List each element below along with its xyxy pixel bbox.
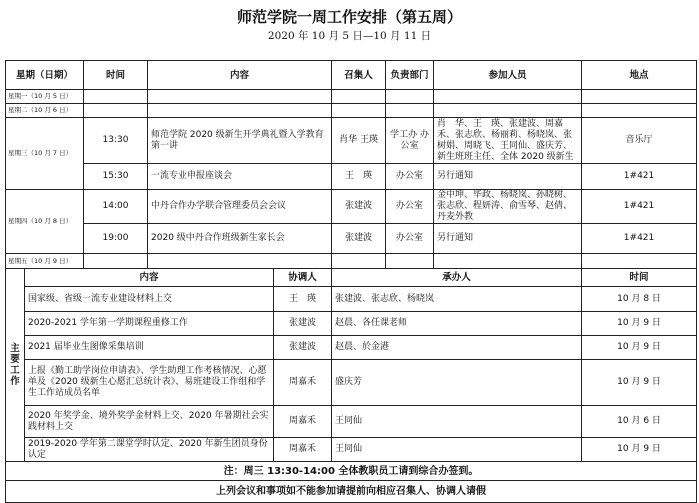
table-row	[6, 118, 697, 164]
work-content: 2020-2021 学年第一学期课程重修工作	[25, 312, 274, 336]
event-content: 中丹合作办学联合管理委员会会议	[148, 190, 332, 224]
event-place: 1#421	[582, 190, 697, 224]
day-row-friday	[6, 254, 697, 269]
event-content: 师范学院 2020 级新生开学典礼暨入学教育第一讲	[148, 118, 332, 164]
schedule-header-row	[6, 61, 697, 90]
day-row-tuesday	[6, 104, 697, 118]
work-coordinator: 张建波	[274, 312, 332, 336]
day-label: 星期五（10 月 9 日）	[6, 254, 84, 269]
event-attendees: 肖 华、王 瑛、张建波、周嘉禾、张志欣、杨丽莉、杨晓岚、张树娟、周晓飞、王同仙、盛庆芳、新生班班主任、全体 2020 级新生	[434, 118, 582, 164]
event-time: 13:30	[84, 118, 148, 164]
table-row	[6, 406, 697, 438]
note-line-1: 注：周三 13:30-14:00 全体教职员工请到综合办签到。	[6, 462, 697, 481]
event-place: 音乐厅	[582, 118, 697, 164]
main-work-header-row	[6, 269, 697, 287]
event-convener: 王 瑛	[332, 164, 386, 190]
event-attendees: 另行通知	[434, 164, 582, 190]
table-row	[6, 438, 697, 462]
work-time: 10 月 6 日	[582, 406, 697, 438]
event-dept: 学工办 办公室	[386, 118, 434, 164]
work-time: 10 月 9 日	[582, 312, 697, 336]
work-content: 国家级、省级一流专业建设材料上交	[25, 287, 274, 312]
work-handler: 王同仙	[332, 406, 582, 438]
work-coordinator: 王 瑛	[274, 287, 332, 312]
table-row	[6, 312, 697, 336]
work-handler: 王同仙	[332, 438, 582, 462]
day-label: 星期一（10 月 5 日）	[6, 90, 84, 104]
header-attendees: 参加人员	[434, 61, 582, 90]
header-dept: 负责部门	[386, 61, 434, 90]
event-place: 1#421	[582, 224, 697, 254]
weekly-schedule-table	[5, 60, 697, 503]
day-row-monday	[6, 90, 697, 104]
work-coordinator: 周嘉禾	[274, 406, 332, 438]
main-work-side-label: 主 要 工 作	[6, 269, 25, 462]
main-header-handler: 承办人	[332, 269, 582, 287]
event-content: 2020 级中丹合作班级新生家长会	[148, 224, 332, 254]
work-handler: 盛庆芳	[332, 360, 582, 406]
table-row	[6, 164, 697, 190]
main-header-content: 内容	[25, 269, 274, 287]
event-convener: 张建波	[332, 224, 386, 254]
day-label: 星期二（10 月 6 日）	[6, 104, 84, 118]
header-time: 时间	[84, 61, 148, 90]
event-dept: 办公室	[386, 190, 434, 224]
event-time: 14:00	[84, 190, 148, 224]
note-line-2: 上列会议和事项如不能参加请提前向相应召集人、协调人请假	[6, 481, 697, 503]
table-row	[6, 287, 697, 312]
work-handler: 赵晨、各任课老师	[332, 312, 582, 336]
work-coordinator: 张建波	[274, 336, 332, 360]
note-row	[6, 481, 697, 503]
page-title: 师范学院一周工作安排（第五周）	[236, 8, 462, 26]
table-row	[6, 336, 697, 360]
work-content: 2019-2020 学年第二课堂学时认定、2020 年新生团员身份认定	[25, 438, 274, 462]
work-coordinator: 周嘉禾	[274, 360, 332, 406]
table-row	[6, 190, 697, 224]
table-row	[6, 360, 697, 406]
main-header-coordinator: 协调人	[274, 269, 332, 287]
main-header-time: 时间	[582, 269, 697, 287]
work-content: 2020 年奖学金、境外奖学金材料上交、2020 年暑期社会实践材料上交	[25, 406, 274, 438]
header-day: 星期（日期）	[6, 61, 84, 90]
work-time: 10 月 9 日	[582, 360, 697, 406]
day-label: 星期三（10 月 7 日）	[6, 118, 84, 190]
work-time: 10 月 9 日	[582, 438, 697, 462]
event-content: 一流专业申报座谈会	[148, 164, 332, 190]
date-range: 2020 年 10 月 5 日—10 月 11 日	[267, 30, 432, 42]
header-place: 地点	[582, 61, 697, 90]
header-content: 内容	[148, 61, 332, 90]
event-place: 1#421	[582, 164, 697, 190]
work-content: 2021 届毕业生图像采集培训	[25, 336, 274, 360]
event-dept: 办公室	[386, 164, 434, 190]
header-convener: 召集人	[332, 61, 386, 90]
event-attendees: 金中坤、毕政、杨晓岚、孙晓树、张志欣、程妍涛、俞雪琴、赵倩、丹麦外教	[434, 190, 582, 224]
work-content: 上报《勤工助学岗位申请表》、学生助理工作考核情况、心愿单及《2020 级新生心愿汇总统计表》、易班建设工作组和学生工作站成员名单	[25, 360, 274, 406]
work-coordinator: 周嘉禾	[274, 438, 332, 462]
work-time: 10 月 8 日	[582, 287, 697, 312]
event-dept: 办公室	[386, 224, 434, 254]
event-convener: 肖华 王瑛	[332, 118, 386, 164]
day-label: 星期四（10 月 8 日）	[6, 190, 84, 254]
work-time: 10 月 9 日	[582, 336, 697, 360]
event-convener: 张建波	[332, 190, 386, 224]
event-attendees: 另行通知	[434, 224, 582, 254]
work-handler: 赵晨、於金港	[332, 336, 582, 360]
event-time: 19:00	[84, 224, 148, 254]
note-row	[6, 462, 697, 481]
work-handler: 张建波、张志欣、杨晓岚	[332, 287, 582, 312]
event-time: 15:30	[84, 164, 148, 190]
table-row	[6, 224, 697, 254]
